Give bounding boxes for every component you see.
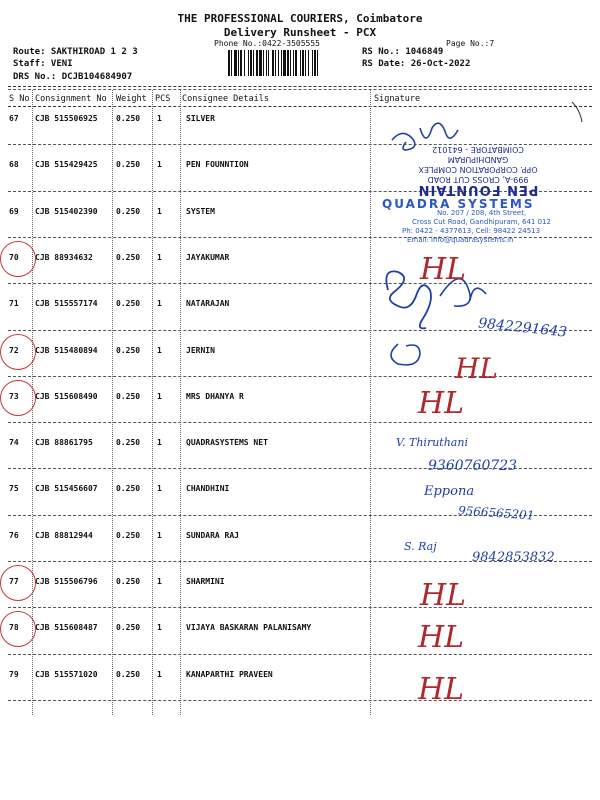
header-divider xyxy=(8,86,592,87)
row-sno: 77 xyxy=(9,577,19,586)
row-consignment: CJB 88861795 xyxy=(35,438,93,448)
drs-number: DRS No.: DCJB104684907 xyxy=(13,72,133,82)
row-consignee: QUADRASYSTEMS NET xyxy=(186,438,268,448)
handwritten-initials: HL xyxy=(418,672,465,707)
row-consignee: SILVER xyxy=(186,114,215,123)
col-consignment: Consignment No xyxy=(35,94,107,104)
table-row xyxy=(0,392,600,438)
row-weight: 0.250 xyxy=(116,530,141,540)
header-divider-2 xyxy=(8,89,592,90)
phone-number: Phone No.:0422-3505555 xyxy=(214,39,320,48)
row-consignment: CJB 515557174 xyxy=(35,299,98,309)
row-pcs: 1 xyxy=(157,530,162,540)
row-consignee: SYSTEM xyxy=(186,206,215,216)
table-row xyxy=(0,577,600,623)
row-pcs: 1 xyxy=(157,391,162,401)
handwritten-name: S. Raj xyxy=(404,540,437,553)
row-pcs: 1 xyxy=(157,299,162,309)
row-consignee: PEN FOUNNTION xyxy=(186,160,249,170)
red-circle-mark xyxy=(0,380,36,416)
row-consignee: NATARAJAN xyxy=(186,299,230,309)
col-signature: Signature xyxy=(374,94,421,104)
row-sno: 67 xyxy=(9,114,19,123)
rs-number: RS No.: 1046849 xyxy=(362,47,444,57)
col-weight: Weight xyxy=(116,94,147,104)
row-pcs: 1 xyxy=(157,669,162,679)
stamp-name: PEN FOUNTAIN xyxy=(417,182,539,197)
table-row xyxy=(0,346,600,392)
col-pcs: PCS xyxy=(155,94,171,104)
row-sno: 74 xyxy=(9,438,19,448)
route-label: Route: SAKTHIROAD 1 2 3 xyxy=(13,47,138,57)
red-circle-mark xyxy=(0,611,36,647)
row-consignee: JAYAKUMAR xyxy=(186,252,230,262)
row-weight: 0.250 xyxy=(116,114,141,123)
staff-label: Staff: VENI xyxy=(13,59,73,69)
row-consignment: CJB 515402390 xyxy=(35,206,98,216)
row-consignment: CJB 515480894 xyxy=(35,345,98,355)
stamp-line: COIMBATORE - 641012 xyxy=(432,145,524,154)
row-divider xyxy=(8,422,592,423)
row-pcs: 1 xyxy=(157,252,162,262)
handwritten-phone: 9566565201 xyxy=(457,503,535,523)
row-consignment: CJB 88812944 xyxy=(35,530,93,540)
row-weight: 0.250 xyxy=(116,669,141,679)
row-consignee: SHARMINI xyxy=(186,577,225,586)
row-consignee: JERNIN xyxy=(186,345,215,355)
row-pcs: 1 xyxy=(157,206,162,216)
red-circle-mark xyxy=(0,241,36,277)
handwritten-phone: 9842291643 xyxy=(477,315,568,341)
company-title: THE PROFESSIONAL COURIERS, Coimbatore xyxy=(177,12,423,25)
rs-date: RS Date: 26-Oct-2022 xyxy=(362,59,471,69)
stamp-line: Cross Cut Road, Gandhipuram, 641 012 xyxy=(412,218,551,226)
row-pcs: 1 xyxy=(157,160,162,170)
row-pcs: 1 xyxy=(157,623,162,633)
row-consignment: CJB 515429425 xyxy=(35,160,98,170)
row-sno: 75 xyxy=(9,484,19,494)
row-pcs: 1 xyxy=(157,345,162,355)
barcode-bar xyxy=(318,50,319,76)
row-sno: 70 xyxy=(9,252,19,262)
row-weight: 0.250 xyxy=(116,252,141,262)
row-consignment: CJB 515506925 xyxy=(35,114,98,123)
row-sno: 71 xyxy=(9,299,19,309)
stamp-line: No. 207 / 208, 4th Street, xyxy=(437,209,527,217)
row-divider xyxy=(8,654,592,655)
handwritten-name: Eppona xyxy=(424,484,475,499)
row-consignee: CHANDHINI xyxy=(186,484,230,494)
row-sno: 69 xyxy=(9,206,19,216)
row-consignee: VIJAYA BASKARAN PALANISAMY xyxy=(186,623,312,633)
handwritten-phone: 9842853832 xyxy=(472,550,555,565)
row-weight: 0.250 xyxy=(116,438,141,448)
pen-fountain-stamp xyxy=(368,124,588,197)
row-sno: 76 xyxy=(9,530,19,540)
row-divider xyxy=(8,700,592,701)
stamp-line: OPP. CORPORATION COMPLEX xyxy=(418,165,538,174)
row-consignee: MRS DHANYA R xyxy=(186,391,244,401)
row-divider xyxy=(8,607,592,608)
row-weight: 0.250 xyxy=(116,160,141,170)
table-row xyxy=(0,670,600,716)
row-sno: 68 xyxy=(9,160,19,170)
handwritten-name: V. Thiruthani xyxy=(396,436,468,449)
handwritten-initials: HL xyxy=(455,352,499,385)
red-circle-mark xyxy=(0,334,36,370)
row-weight: 0.250 xyxy=(116,577,141,586)
table-row xyxy=(0,623,600,669)
stamp-line: Email: info@quadrasystems.in xyxy=(407,236,514,244)
row-pcs: 1 xyxy=(157,577,162,586)
row-consignment: CJB 515506796 xyxy=(35,577,98,586)
red-circle-mark xyxy=(0,565,36,601)
stamp-name: QUADRA SYSTEMS xyxy=(382,197,535,211)
row-weight: 0.250 xyxy=(116,299,141,309)
row-sno: 73 xyxy=(9,391,19,401)
handwritten-phone: 9360760723 xyxy=(428,458,518,474)
handwritten-initials: HL xyxy=(420,578,467,613)
row-weight: 0.250 xyxy=(116,345,141,355)
row-divider xyxy=(8,376,592,377)
row-pcs: 1 xyxy=(157,484,162,494)
row-consignee: KANAPARTHI PRAVEEN xyxy=(186,669,273,679)
row-weight: 0.250 xyxy=(116,391,141,401)
stamp-line: GANDHIPURAM xyxy=(447,155,509,164)
handwritten-initials: HL xyxy=(418,386,465,421)
col-consignee: Consignee Details xyxy=(182,94,269,104)
row-weight: 0.250 xyxy=(116,484,141,494)
column-header-divider xyxy=(8,106,592,107)
stamp-line: Ph: 0422 - 4377613, Cell: 98422 24513 xyxy=(402,227,541,235)
row-pcs: 1 xyxy=(157,438,162,448)
row-consignment: CJB 88934632 xyxy=(35,252,93,262)
row-sno: 78 xyxy=(9,623,19,633)
stamp-line: 999-A, CROSS CUT ROAD xyxy=(427,175,529,184)
row-consignment: CJB 515571020 xyxy=(35,669,98,679)
quadra-systems-stamp xyxy=(382,197,577,260)
row-sno: 72 xyxy=(9,345,19,355)
row-consignee: SUNDARA RAJ xyxy=(186,530,239,540)
row-weight: 0.250 xyxy=(116,206,141,216)
handwritten-initials: HL xyxy=(418,620,465,655)
row-consignment: CJB 515608490 xyxy=(35,391,98,401)
col-sno: S No xyxy=(9,94,30,104)
row-consignment: CJB 515608487 xyxy=(35,623,98,633)
document-title: Delivery Runsheet - PCX xyxy=(223,26,377,39)
row-consignment: CJB 515456607 xyxy=(35,484,98,494)
row-pcs: 1 xyxy=(157,114,162,123)
page-number: Page No.:7 xyxy=(446,39,495,48)
row-divider xyxy=(8,283,592,284)
barcode-image xyxy=(228,50,352,76)
row-weight: 0.250 xyxy=(116,623,141,633)
handwritten-initials: HL xyxy=(420,252,467,287)
row-sno: 79 xyxy=(9,669,19,679)
